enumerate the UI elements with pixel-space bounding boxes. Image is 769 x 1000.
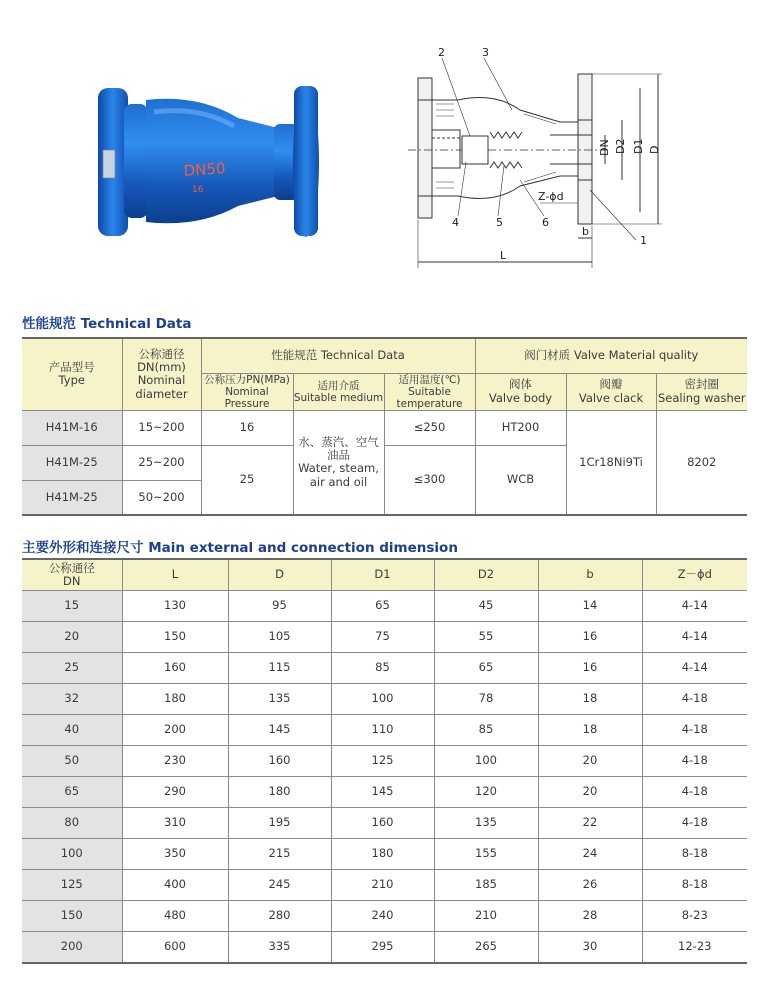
l-cell: 150 xyxy=(122,622,228,653)
b-cell: 30 xyxy=(538,932,642,964)
callout-2: 2 xyxy=(438,46,445,59)
header-b: b xyxy=(538,559,642,591)
z-phi-d-cell: 8-23 xyxy=(642,901,747,932)
header-performance: 性能规范 Technical Data xyxy=(201,338,475,373)
header-d1: D1 xyxy=(331,559,434,591)
z-phi-d-cell: 8-18 xyxy=(642,839,747,870)
header-d2: D2 xyxy=(434,559,538,591)
l-cell: 400 xyxy=(122,870,228,901)
b-cell: 26 xyxy=(538,870,642,901)
b-cell: 14 xyxy=(538,591,642,622)
header-dn: 公称通径 DN(mm) Nominal diameter xyxy=(122,338,201,410)
dim-z-phi-d: Z-ϕd xyxy=(538,190,564,203)
dn-cell: 50~200 xyxy=(122,480,201,515)
l-cell: 350 xyxy=(122,839,228,870)
d2-cell: 55 xyxy=(434,622,538,653)
header-valve-body: 阀体 Valve body xyxy=(475,373,566,410)
d2-cell: 185 xyxy=(434,870,538,901)
z-phi-d-cell: 4-18 xyxy=(642,746,747,777)
header-pressure: 公称压力PN(MPa) Nominal Pressure xyxy=(201,373,293,410)
table-row xyxy=(22,932,747,964)
d2-cell: 210 xyxy=(434,901,538,932)
dn-cell: 200 xyxy=(22,932,122,964)
b-cell: 18 xyxy=(538,715,642,746)
table-row xyxy=(22,622,747,653)
d1-cell: 240 xyxy=(331,901,434,932)
l-cell: 600 xyxy=(122,932,228,964)
dn-cell: 32 xyxy=(22,684,122,715)
d1-cell: 100 xyxy=(331,684,434,715)
table-row xyxy=(22,777,747,808)
table-row xyxy=(22,715,747,746)
table-row xyxy=(22,591,747,622)
header-material: 阀门材质 Valve Material quality xyxy=(475,338,747,373)
table-row xyxy=(22,684,747,715)
z-phi-d-cell: 4-14 xyxy=(642,653,747,684)
d2-cell: 135 xyxy=(434,808,538,839)
d-cell: 215 xyxy=(228,839,331,870)
header-l: L xyxy=(122,559,228,591)
d-cell: 180 xyxy=(228,777,331,808)
d1-cell: 110 xyxy=(331,715,434,746)
callout-5: 5 xyxy=(496,216,503,229)
z-phi-d-cell: 4-14 xyxy=(642,622,747,653)
valve-product-image xyxy=(88,80,340,240)
d2-cell: 265 xyxy=(434,932,538,964)
d1-cell: 125 xyxy=(331,746,434,777)
l-cell: 160 xyxy=(122,653,228,684)
b-cell: 16 xyxy=(538,622,642,653)
dn-cell: 50 xyxy=(22,746,122,777)
d2-cell: 78 xyxy=(434,684,538,715)
header-d: D xyxy=(228,559,331,591)
dn-cell: 125 xyxy=(22,870,122,901)
header-z-phi-d: Z－ϕd xyxy=(642,559,747,591)
table-row xyxy=(22,870,747,901)
d1-cell: 65 xyxy=(331,591,434,622)
dn-cell: 150 xyxy=(22,901,122,932)
d-cell: 95 xyxy=(228,591,331,622)
dim-d: D xyxy=(648,145,661,154)
z-phi-d-cell: 4-18 xyxy=(642,715,747,746)
d-cell: 335 xyxy=(228,932,331,964)
header-sealing-washer: 密封圈 Sealing washer xyxy=(656,373,747,410)
d-cell: 105 xyxy=(228,622,331,653)
d1-cell: 75 xyxy=(331,622,434,653)
dn-cell: 65 xyxy=(22,777,122,808)
d2-cell: 65 xyxy=(434,653,538,684)
header-type: 产品型号 Type xyxy=(22,338,122,410)
table-row xyxy=(22,746,747,777)
header-medium: 适用介质 Suitable medium xyxy=(293,373,384,410)
dn-cell: 40 xyxy=(22,715,122,746)
d-cell: 245 xyxy=(228,870,331,901)
table-row xyxy=(22,839,747,870)
d-cell: 145 xyxy=(228,715,331,746)
z-phi-d-cell: 12-23 xyxy=(642,932,747,964)
callout-6: 6 xyxy=(542,216,549,229)
dn-cell: 100 xyxy=(22,839,122,870)
z-phi-d-cell: 4-18 xyxy=(642,777,747,808)
z-phi-d-cell: 8-18 xyxy=(642,870,747,901)
table-row xyxy=(22,901,747,932)
dim-l: L xyxy=(500,249,507,262)
dim-b: b xyxy=(582,225,589,238)
d-cell: 195 xyxy=(228,808,331,839)
header-dn: 公称通径 DN xyxy=(22,559,122,591)
b-cell: 24 xyxy=(538,839,642,870)
b-cell: 20 xyxy=(538,777,642,808)
callout-4: 4 xyxy=(452,216,459,229)
d-cell: 280 xyxy=(228,901,331,932)
dim-d1: D1 xyxy=(632,138,645,154)
b-cell: 28 xyxy=(538,901,642,932)
header-valve-clack: 阀瓣 Valve clack xyxy=(566,373,656,410)
dn-cell: 15~200 xyxy=(122,410,201,445)
type-cell: H41M-25 xyxy=(22,480,122,515)
d1-cell: 295 xyxy=(331,932,434,964)
valve-section-drawing xyxy=(400,40,680,275)
d-cell: 115 xyxy=(228,653,331,684)
l-cell: 200 xyxy=(122,715,228,746)
l-cell: 130 xyxy=(122,591,228,622)
d1-cell: 210 xyxy=(331,870,434,901)
valve-body-cell: WCB xyxy=(475,445,566,515)
valve-body-cell: HT200 xyxy=(475,410,566,445)
z-phi-d-cell: 4-18 xyxy=(642,684,747,715)
product-marking-pressure: 16 xyxy=(192,185,204,195)
d2-cell: 45 xyxy=(434,591,538,622)
dn-cell: 20 xyxy=(22,622,122,653)
type-cell: H41M-16 xyxy=(22,410,122,445)
type-cell: H41M-25 xyxy=(22,445,122,480)
sealing-washer-cell: 8202 xyxy=(656,410,747,515)
dimension-table xyxy=(22,558,747,964)
d2-cell: 120 xyxy=(434,777,538,808)
dimension-title: 主要外形和连接尺寸 Main external and connection dimension xyxy=(22,540,458,556)
z-phi-d-cell: 4-14 xyxy=(642,591,747,622)
d-cell: 160 xyxy=(228,746,331,777)
valve-clack-cell: 1Cr18Ni9Ti xyxy=(566,410,656,515)
d2-cell: 100 xyxy=(434,746,538,777)
dn-cell: 15 xyxy=(22,591,122,622)
b-cell: 16 xyxy=(538,653,642,684)
pressure-cell: 25 xyxy=(201,445,293,515)
d-cell: 135 xyxy=(228,684,331,715)
l-cell: 180 xyxy=(122,684,228,715)
d1-cell: 160 xyxy=(331,808,434,839)
d2-cell: 155 xyxy=(434,839,538,870)
dim-d2: D2 xyxy=(614,138,627,154)
d2-cell: 85 xyxy=(434,715,538,746)
d1-cell: 180 xyxy=(331,839,434,870)
header-temperature: 适用温度(℃) Suitable temperature xyxy=(384,373,475,410)
b-cell: 20 xyxy=(538,746,642,777)
callout-3: 3 xyxy=(482,46,489,59)
l-cell: 310 xyxy=(122,808,228,839)
temperature-cell: ≤250 xyxy=(384,410,475,445)
z-phi-d-cell: 4-18 xyxy=(642,808,747,839)
dn-cell: 25 xyxy=(22,653,122,684)
d1-cell: 85 xyxy=(331,653,434,684)
technical-data-table xyxy=(22,337,747,516)
dn-cell: 80 xyxy=(22,808,122,839)
d1-cell: 145 xyxy=(331,777,434,808)
table-row xyxy=(22,653,747,684)
callout-1: 1 xyxy=(640,234,647,247)
product-marking-size: DN50 xyxy=(183,159,227,180)
b-cell: 18 xyxy=(538,684,642,715)
l-cell: 480 xyxy=(122,901,228,932)
l-cell: 230 xyxy=(122,746,228,777)
l-cell: 290 xyxy=(122,777,228,808)
dn-cell: 25~200 xyxy=(122,445,201,480)
medium-cell: 水、蒸汽、空气 油品 Water, steam, air and oil xyxy=(293,410,384,515)
b-cell: 22 xyxy=(538,808,642,839)
technical-data-title: 性能规范 Technical Data xyxy=(22,316,192,332)
table-row xyxy=(22,808,747,839)
dim-dn: DN xyxy=(598,139,611,156)
pressure-cell: 16 xyxy=(201,410,293,445)
temperature-cell: ≤300 xyxy=(384,445,475,515)
